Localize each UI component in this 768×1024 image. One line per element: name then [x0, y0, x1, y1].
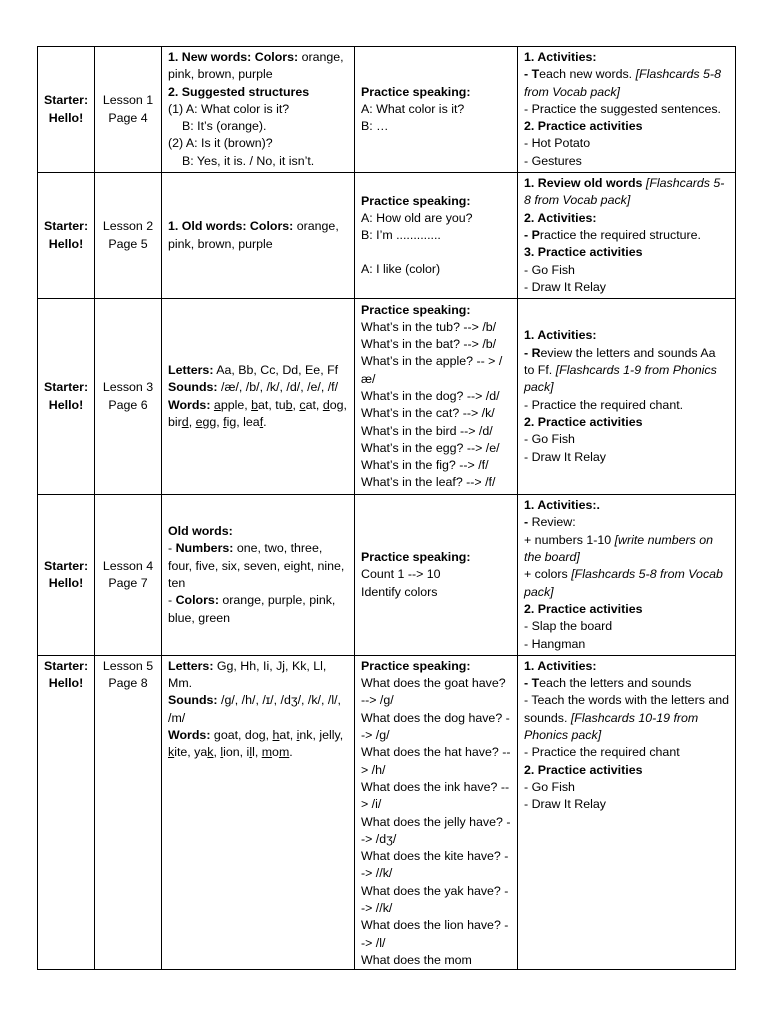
text-run: Letters:: [168, 658, 214, 673]
text-run: 1. Review old words: [524, 176, 643, 191]
text-run: What’s in the fig? --> /f/: [361, 458, 489, 473]
text-run: ig, lea: [226, 414, 260, 429]
blank-line: [361, 244, 511, 261]
text-run: -: [168, 541, 176, 556]
text-line: [168, 101, 348, 118]
text-run: 2. Practice activities: [524, 601, 643, 616]
text-line: [168, 379, 348, 396]
text-run: b: [285, 397, 293, 412]
text-line: [524, 262, 729, 279]
text-run: What’s in the cat? --> /k/: [361, 406, 495, 421]
text-line: [361, 353, 511, 388]
text-run: Review:: [531, 515, 576, 530]
text-run: (2) A: Is it (brown)?: [168, 136, 273, 151]
text-run: 1. Activities:.: [524, 498, 600, 513]
text-run: What does the mom: [361, 952, 472, 964]
text-line: [361, 84, 511, 101]
text-run: Colors:: [175, 593, 219, 608]
text-run: -: [524, 515, 532, 530]
text-run: .: [289, 745, 293, 760]
text-line: [168, 118, 348, 135]
text-run: /g/, /h/, /ɪ/, /dʒ/, /k/, /l/, /m/: [168, 693, 341, 725]
text-line: [524, 135, 729, 152]
text-line: [524, 449, 729, 466]
text-line: [361, 101, 511, 118]
text-run: + colors: [524, 567, 572, 582]
speaking-cell: [355, 299, 518, 495]
text-run: l,: [252, 745, 262, 760]
text-run: What’s in the bird --> /d/: [361, 423, 493, 438]
text-run: ,: [292, 397, 300, 412]
text-line: [361, 779, 511, 814]
text-line: [168, 84, 348, 101]
text-line: [168, 658, 348, 693]
text-line: [524, 279, 729, 296]
text-run: k: [168, 745, 175, 760]
text-run: each new words.: [539, 67, 636, 82]
lesson-plan-table: [37, 46, 736, 970]
text-run: f: [259, 414, 264, 429]
table-row: [38, 495, 736, 656]
text-line: [361, 302, 511, 319]
text-line: [524, 601, 729, 618]
text-run: - Practice the required chant: [524, 745, 680, 760]
content-cell: [162, 299, 355, 495]
text-run: m: [261, 745, 273, 760]
text-line: [361, 744, 511, 779]
text-run: - R: [524, 345, 541, 360]
text-run: What’s in the tub? --> /b/: [361, 319, 497, 334]
text-run: 2. Practice activities: [524, 414, 643, 429]
section-cell: Starter: Hello!: [38, 299, 95, 495]
text-line: [361, 710, 511, 745]
activities-cell: [518, 495, 736, 656]
text-run: 2. Suggested structures: [168, 84, 310, 99]
text-run: What does the jelly have? --> /dʒ/: [361, 814, 511, 846]
text-run: .: [263, 414, 267, 429]
text-line: [524, 345, 729, 397]
text-run: g: [258, 728, 266, 743]
text-run: Practice speaking:: [361, 550, 471, 565]
section-cell: Starter: Hello!: [38, 655, 95, 969]
text-run: What does the kite have? --> //k/: [361, 849, 509, 881]
section-cell: Starter: Hello!: [38, 173, 95, 299]
text-run: - Slap the board: [524, 619, 613, 634]
text-run: pple,: [220, 397, 252, 412]
text-line: [361, 440, 511, 457]
text-line: [361, 227, 511, 244]
lesson-cell: Lesson 4 Page 7: [95, 495, 162, 656]
text-line: [524, 675, 729, 692]
text-run: Practice speaking:: [361, 302, 471, 317]
text-run: 2. Practice activities: [524, 119, 643, 134]
lesson-cell: Lesson 5 Page 8: [95, 655, 162, 969]
text-line: [168, 397, 348, 432]
text-run: eview the letters and sounds Aa to Ff.: [524, 345, 716, 378]
text-run: What’s in the leaf? --> /f/: [361, 475, 496, 490]
text-run: Sounds:: [168, 693, 218, 708]
text-run: /æ/, /b/, /k/, /d/, /e/, /f/: [217, 380, 339, 395]
text-run: (1) A: What color is it?: [168, 101, 290, 116]
text-run: og, bir: [168, 397, 347, 429]
text-run: - P: [524, 227, 540, 242]
text-run: Numbers:: [175, 541, 234, 556]
text-run: Identify colors: [361, 584, 438, 599]
text-run: + numbers 1-10: [524, 532, 615, 547]
text-line: [361, 336, 511, 353]
text-run: What does the hat have? --> /h/: [361, 745, 511, 777]
text-line: [361, 405, 511, 422]
activities-cell: [518, 173, 736, 299]
text-line: [168, 153, 348, 170]
text-run: orange, purple, pink, blue, green: [168, 593, 336, 625]
text-run: - Hot Potato: [524, 136, 591, 151]
table-row: [38, 299, 736, 495]
text-run: 1. New words: Colors:: [168, 50, 299, 64]
table-row: [38, 47, 736, 173]
text-run: What does the goat have? --> /g/: [361, 676, 506, 708]
activities-cell: [518, 299, 736, 495]
text-run: 3. Practice activities: [524, 245, 643, 260]
text-run: Letters:: [168, 363, 214, 378]
text-run: What does the ink have? --> /i/: [361, 779, 510, 812]
text-run: -: [168, 593, 176, 608]
text-run: - T: [524, 67, 540, 82]
text-line: [524, 779, 729, 796]
text-line: [524, 397, 729, 414]
text-line: [361, 193, 511, 210]
text-run: Practice speaking:: [361, 658, 471, 673]
text-line: [168, 727, 348, 762]
text-run: - Draw It Relay: [524, 797, 606, 812]
text-run: - Go Fish: [524, 779, 575, 794]
text-run: - Practice the suggested sentences.: [524, 101, 721, 116]
text-run: - Go Fish: [524, 432, 575, 447]
text-line: [361, 848, 511, 883]
text-run: [write numbers on the board]: [524, 532, 714, 565]
text-run: - Gestures: [524, 153, 582, 168]
text-run: - Practice the required chant.: [524, 397, 684, 412]
text-run: - Hangman: [524, 636, 586, 651]
text-run: [Flashcards 5-8 from Vocab pack]: [524, 67, 721, 99]
text-line: [524, 514, 729, 531]
text-run: 1. Activities:: [524, 50, 597, 64]
text-run: oat, do: [220, 728, 259, 743]
text-run: Words:: [168, 728, 211, 743]
text-line: [524, 744, 729, 761]
text-line: [524, 175, 729, 210]
text-line: [361, 261, 511, 278]
text-run: at,: [279, 728, 297, 743]
text-run: Count 1 --> 10: [361, 567, 441, 582]
text-run: ,: [188, 414, 196, 429]
text-run: d: [322, 397, 330, 412]
text-run: Gg, Hh, Ii, Jj, Kk, Ll, Mm.: [168, 658, 327, 691]
text-line: [524, 210, 729, 227]
text-line: [168, 362, 348, 379]
lesson-cell: Lesson 1 Page 4: [95, 47, 162, 173]
text-line: [361, 952, 511, 964]
text-run: What’s in the dog? --> /d/: [361, 389, 500, 403]
text-run: Words:: [168, 397, 211, 412]
text-line: [168, 540, 348, 592]
text-run: at, tu: [258, 397, 286, 412]
text-line: [524, 658, 729, 675]
text-line: [168, 692, 348, 727]
text-line: [524, 796, 729, 813]
text-line: [361, 388, 511, 405]
speaking-cell: [355, 173, 518, 299]
text-line: [361, 566, 511, 583]
text-run: orange, pink, brown, purple: [168, 219, 339, 251]
text-line: [524, 762, 729, 779]
text-line: [524, 636, 729, 653]
text-run: each the letters and sounds: [539, 676, 692, 691]
text-run: - T: [524, 676, 540, 691]
text-run: What’s in the egg? --> /e/: [361, 440, 500, 455]
text-run: ite, ya: [174, 745, 208, 760]
text-line: [361, 118, 511, 135]
text-run: d: [181, 414, 189, 429]
text-line: [524, 327, 729, 344]
text-run: B: …: [361, 119, 389, 134]
text-line: [524, 227, 729, 244]
text-run: [Flashcards 5-8 from Vocab pack]: [524, 176, 725, 208]
text-line: [524, 101, 729, 118]
text-line: [524, 244, 729, 261]
activities-cell: [518, 655, 736, 969]
text-run: ractice the required structure.: [539, 227, 701, 242]
table-row: [38, 655, 736, 969]
content-cell: [162, 47, 355, 173]
text-run: 1. Activities:: [524, 328, 597, 343]
activities-cell: [518, 47, 736, 173]
text-line: [524, 497, 729, 514]
content-cell: [162, 173, 355, 299]
text-run: [Flashcards 5-8 from Vocab pack]: [524, 567, 723, 599]
lesson-cell: Lesson 3 Page 6: [95, 299, 162, 495]
text-run: - Draw It Relay: [524, 279, 606, 294]
text-run: B: I’m .............: [361, 228, 441, 243]
text-run: [Flashcards 1-9 from Phonics pack]: [524, 363, 717, 395]
text-line: [361, 549, 511, 566]
text-run: e: [195, 414, 203, 429]
speaking-cell: [355, 495, 518, 656]
text-run: Practice speaking:: [361, 193, 471, 208]
section-cell: Starter: Hello!: [38, 495, 95, 656]
text-run: Old words:: [168, 524, 233, 539]
text-run: m: [278, 745, 290, 760]
text-run: o: [272, 745, 279, 760]
text-line: [361, 658, 511, 675]
text-run: A: I like (color): [361, 262, 441, 277]
text-line: [524, 618, 729, 635]
text-run: gg,: [202, 414, 224, 429]
text-line: [361, 814, 511, 849]
text-line: [524, 532, 729, 567]
text-line: [524, 66, 729, 101]
text-run: A: What color is it?: [361, 101, 465, 116]
text-line: [361, 883, 511, 918]
text-run: a: [213, 397, 221, 412]
text-run: 2. Practice activities: [524, 762, 643, 777]
text-run: f: [223, 414, 227, 429]
table-row: [38, 173, 736, 299]
text-line: [168, 523, 348, 540]
text-line: [524, 414, 729, 431]
text-run: h: [272, 728, 280, 743]
text-run: orange, pink, brown, purple: [168, 50, 344, 82]
text-run: B: It’s (orange).: [182, 119, 267, 134]
text-line: [524, 49, 729, 66]
text-run: one, two, three, four, five, six, seven, eight, nine, ten: [168, 541, 345, 590]
speaking-cell: [355, 47, 518, 173]
section-cell: Starter: Hello!: [38, 47, 95, 173]
text-line: [168, 592, 348, 627]
text-line: [361, 319, 511, 336]
text-run: Aa, Bb, Cc, Dd, Ee, Ff: [213, 363, 339, 378]
text-run: [Flashcards 10-19 from Phonics pack]: [524, 710, 699, 743]
text-line: [524, 153, 729, 170]
text-line: [361, 457, 511, 474]
text-run: 1. Activities:: [524, 658, 597, 673]
text-run: 2. Activities:: [524, 210, 597, 225]
text-run: What does the lion have? --> /l/: [361, 918, 509, 950]
text-run: 1. Old words: Colors:: [168, 219, 294, 234]
text-run: Practice speaking:: [361, 84, 471, 99]
text-run: l: [249, 745, 253, 760]
text-line: [524, 431, 729, 448]
text-line: [524, 566, 729, 601]
text-run: A: How old are you?: [361, 210, 473, 225]
text-run: What’s in the bat? --> /b/: [361, 337, 497, 352]
text-line: [524, 692, 729, 744]
content-cell: [162, 495, 355, 656]
text-line: [361, 584, 511, 601]
text-run: c: [299, 397, 306, 412]
text-run: Sounds:: [168, 380, 218, 395]
text-run: ,: [265, 728, 273, 743]
text-run: l: [220, 745, 224, 760]
text-line: [524, 118, 729, 135]
text-run: What does the yak have? --> //k/: [361, 883, 509, 915]
text-run: k: [207, 745, 214, 760]
text-run: ,: [213, 745, 221, 760]
text-run: - Draw It Relay: [524, 449, 606, 464]
text-line: [361, 210, 511, 227]
text-run: ion, i: [223, 745, 250, 760]
text-run: b: [251, 397, 259, 412]
text-run: - Go Fish: [524, 262, 575, 277]
text-line: [168, 135, 348, 152]
text-run: at,: [305, 397, 323, 412]
text-line: [361, 675, 511, 710]
text-run: B: Yes, it is. / No, it isn’t.: [182, 153, 315, 168]
speaking-cell: [355, 655, 518, 969]
text-line: [168, 49, 348, 84]
text-line: [168, 218, 348, 253]
text-run: What’s in the apple? -- > /æ/: [361, 354, 503, 386]
text-run: g: [213, 728, 221, 743]
text-run: i: [296, 728, 300, 743]
lesson-cell: Lesson 2 Page 5: [95, 173, 162, 299]
text-run: - Teach the words with the letters and sounds.: [524, 693, 730, 725]
text-run: nk, jelly,: [299, 728, 344, 743]
text-line: [361, 423, 511, 440]
content-cell: [162, 655, 355, 969]
text-line: [361, 474, 511, 491]
text-line: [361, 917, 511, 952]
text-run: What does the dog have? --> /g/: [361, 710, 510, 743]
